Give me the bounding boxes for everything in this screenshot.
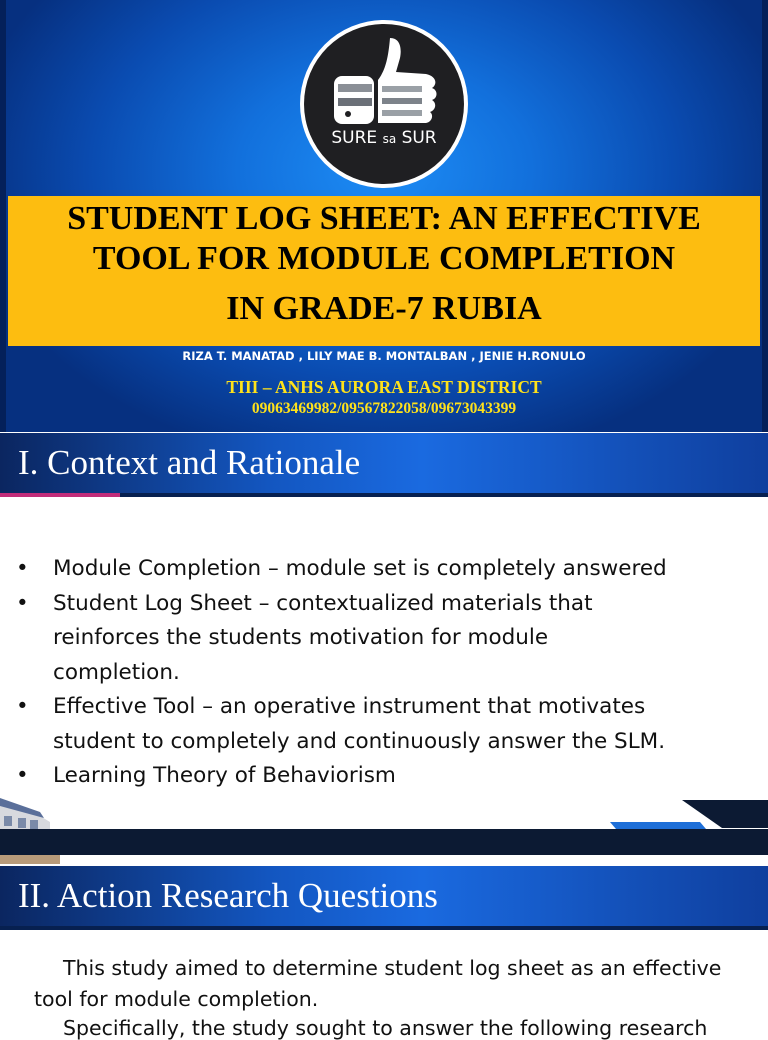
bullet-icon: • [16, 590, 29, 616]
list-item [16, 587, 764, 691]
section-title: I. Context and Rationale [18, 443, 361, 482]
paragraph-line: tool for module completion. [34, 987, 319, 1011]
title-line-2: TOOL FOR MODULE COMPLETION [92, 240, 676, 277]
list-item [16, 759, 764, 794]
authors: RIZA T. MANATAD , LILY MAE B. MONTALBAN , JENIE H.RONULO [182, 349, 586, 363]
section-header-research-questions [0, 866, 768, 930]
section-header-context [0, 433, 768, 497]
contact-numbers: 09063469982/09567822058/09673043399 [251, 400, 517, 417]
bullet-text: Module Completion – module set is completely answered [53, 556, 667, 581]
bullet-text: completion. [53, 659, 180, 685]
title-band [8, 196, 760, 346]
title-line-1: STUDENT LOG SHEET: AN EFFECTIVE [67, 200, 701, 237]
bullet-text: student to completely and continuously answer the SLM. [53, 728, 666, 754]
sure-sa-sur-logo [300, 20, 468, 188]
rationale-bullet-list [16, 552, 764, 794]
thumbs-up-icon [304, 24, 464, 184]
bullet-icon: • [16, 556, 29, 581]
list-item [16, 690, 764, 759]
paragraph-line: This study aimed to determine student log sheet as an effective [63, 956, 722, 980]
bullet-text: reinforces the students motivation for module [53, 625, 549, 650]
bullet-text: Effective Tool – an operative instrument that motivates [53, 694, 646, 719]
header-accent [0, 493, 120, 497]
section-title: II. Action Research Questions [18, 876, 438, 915]
bullet-text: Student Log Sheet – contextualized materials that [53, 590, 593, 616]
header-stripe [0, 926, 768, 930]
bullet-icon: • [16, 763, 29, 788]
paragraph-line: Specifically, the study sought to answer the following research [63, 1016, 708, 1040]
list-item [16, 552, 764, 587]
corner-stripe-decoration [610, 800, 768, 840]
bullet-text: Learning Theory of Behaviorism [53, 763, 396, 788]
logo-wordmark: SURE sa SUR [331, 128, 437, 148]
title-line-3: IN GRADE-7 RUBIA [226, 290, 542, 327]
school-district: TIII – ANHS AURORA EAST DISTRICT [226, 377, 542, 397]
bullet-icon: • [16, 694, 29, 719]
slide-border-right [762, 0, 768, 432]
slide-border-left [0, 0, 6, 432]
